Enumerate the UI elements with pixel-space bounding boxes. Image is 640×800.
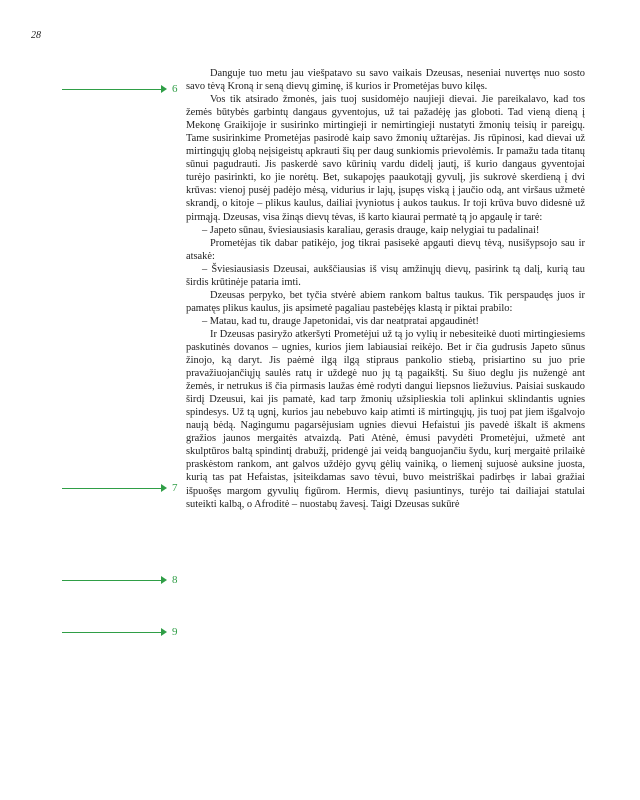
dialogue-line: – Šviesiausiasis Dzeusai, aukščiausias iš visų amžinųjų dievų, pasirink tą dalį, kurią tau širdis krūtinėje pataria imti.	[186, 263, 585, 288]
margin-marker-8	[62, 573, 180, 587]
paragraph: Prometėjas tik dabar patikėjo, jog tikrai pasisekė apgauti dievų tėvą, nusišypsojo sau ir atsakė:	[186, 237, 585, 262]
margin-marker-6	[62, 82, 180, 96]
page-number: 28	[31, 30, 41, 41]
marker-number: 8	[172, 574, 178, 586]
arrow-right-icon	[161, 484, 167, 492]
margin-marker-9	[62, 625, 180, 639]
marker-number: 9	[172, 626, 178, 638]
paragraph: Danguje tuo metu jau viešpatavo su savo vaikais Dzeusas, neseniai nuvertęs nuo sosto savo tėvą Kroną ir seną dievų giminę, iš kurios ir Prometėjas buvo kilęs.	[186, 68, 585, 93]
margin-marker-7	[62, 481, 180, 495]
marker-number: 7	[172, 482, 178, 494]
paragraph: Dzeusas perpyko, bet tyčia stvėrė abiem rankom baltus taukus. Tik perspaudęs juos ir pamatęs plikus kaulus, jis apsimetė pagaliau pastebėjęs klastą ir piktai prabilo:	[186, 289, 585, 314]
marker-line	[62, 89, 161, 90]
dialogue-line: – Japeto sūnau, šviesiausiasis karaliau, gerasis drauge, kaip nelygiai tu padalinai!	[202, 224, 540, 236]
paragraph: Ir Dzeusas pasiryžo atkeršyti Prometėjui už tą jo vylių ir nebesiteikė duoti mirtingiesiems paskutinės dovanos – ugnies, kurios jiem labiausiai reikėjo. Bet ir čia gudrusis Japeto sūnus žinojo, ką daryt. Jis paėmė ilgą ilgą stipraus pankolio stiebą, prisiartino su juo prie pravažiuojančiųjų saulės ratų ir uždegė nuo jų tą pagaikštį. Su šiuo deglu jis nužengė ant žemės, ir netrukus iš čia pirmasis laužas ėmė rodyti dangui liepsnos liežuvius. Paisiai suskaudo širdį Dzeusui, kai jis pamatė, kad tarp žmonių užsiplieskia toli aplinkui sklindantis ugnies spindesys. Už tą ugnį, kurios jau nebebuvo kaip atimti iš mirtingųjų, jis tuoj pat jiem išgalvojo naują bėdą. Nagingumu pagarsėjusiam ugnies dievui Hefaistui jis pavedė iškalt iš akmens gražios jaunos mergaitės atvaizdą. Pati Atėnė, ėmusi pavydėti Prometėjui, užmetė ant skulptūros baltą spindintį drabužį, pridengė jai veidą banguojančiu šydu, kurį mergaitė prilaikė praskėstom rankom, ant galvos uždėjo gyvų gėlių vainiką, o liemenį sujuosė auksine juosta, kurią tas pat Hefaistas, įsiteikdamas savo tėvui, buvo meistriškai padirbęs ir labai gražiai išpuošęs margom gyvulių figūrom. Hermis, dievų pasiuntinys, turėjo tai dailiajai statulai suteikti kalbą, o Afroditė – nuostabų žavesį. Taigi Dzeusas sukūrė	[186, 328, 585, 510]
marker-number: 6	[172, 83, 178, 95]
arrow-right-icon	[161, 576, 167, 584]
marker-line	[62, 580, 161, 581]
dialogue-line: – Matau, kad tu, drauge Japetonidai, vis dar neatpratai apgaudinėt!	[202, 315, 479, 327]
paragraph: Vos tik atsirado žmonės, jais tuoj susidomėjo naujieji dievai. Jie pareikalavo, kad tos žemės būtybės garbintų dangaus gyventojus, už tai pažadėję jas globoti. Tad vieną dieną į Mekonę Graikijoje ir susirinko mirtingieji ir nemirtingieji nustatyti žmonių teisių ir pareigų. Tame susirinkime Prometėjas pasirodė kaip savo žmonių užtarėjas. Jis rūpinosi, kad dievai už mirtingųjų globą neįsigeistų apkrauti šių per daug sunkiomis prievolėmis. Ir pamažu tada titanų sūnui pagudrauti. Jis paskerdė savo kūrinių vardu didelį jautį, iš kurio dangaus gyventojai turėjo pasirinkti, ko jie norėtų. Bet, sukapojęs paaukotąjį gyvulį, jis sukrovė skerdieną į dvi krūvas: vienoj pusėj padėjo mėsą, vidurius ir lajų, įsupęs viską į jaučio odą, ant viršaus užmetė skrandį, o kitoje – plikus kaulus, dailiai įvyniotus į aukos taukus. Ir toji krūva buvo didesnė už pirmąją. Dzeusas, visa žinąs dievų tėvas, iš karto kiaurai permatė tą jo apgaulę ir tarė:	[186, 94, 585, 223]
arrow-right-icon	[161, 628, 167, 636]
body-text	[186, 67, 585, 511]
marker-line	[62, 632, 161, 633]
arrow-right-icon	[161, 85, 167, 93]
marker-line	[62, 488, 161, 489]
